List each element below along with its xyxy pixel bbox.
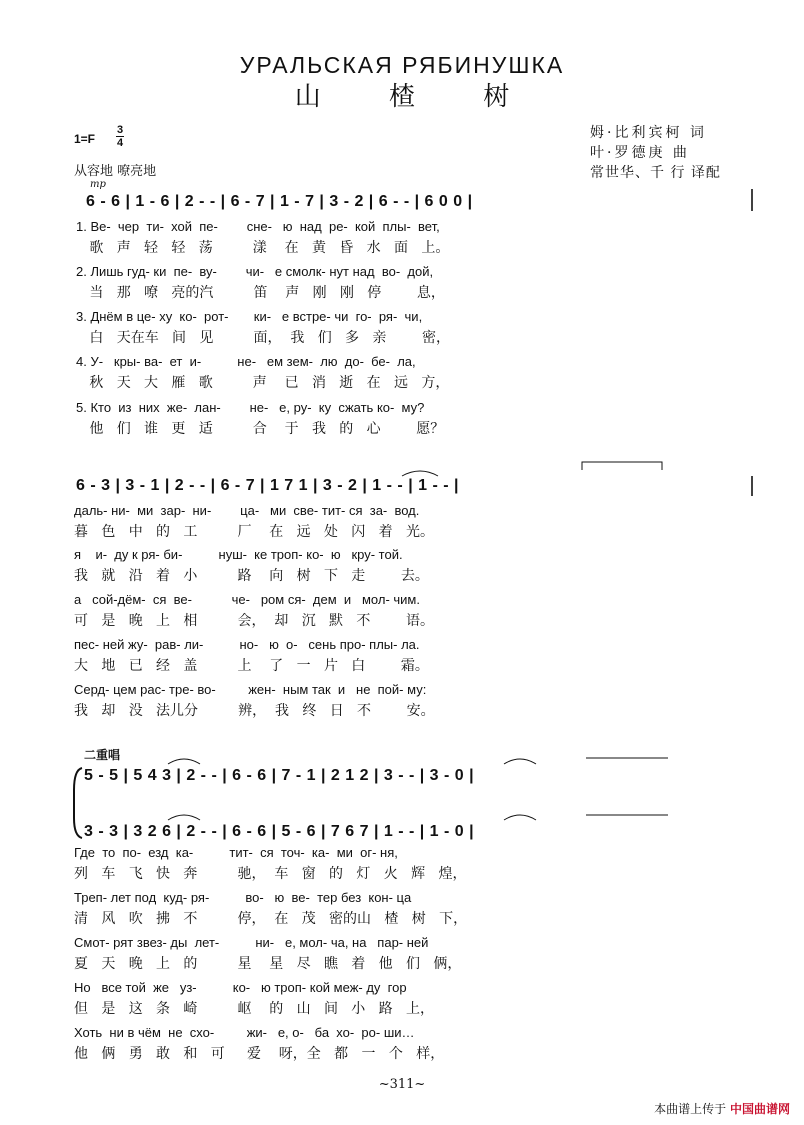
lyric-cn-3-3: 夏 天 晚 上 的 星 星 尽 瞧 着 他 们 俩， (74, 956, 462, 972)
lyric-cn-2-5: 我 却 没 法儿分 辨， 我 终 日 不 安。 (74, 703, 435, 719)
lyric-ru-2-5: Серд- цем рас- тре- во- жен- ным так и не пой- му: (74, 682, 427, 697)
lyric-ru-3-5: Хоть ни в чём не схо- жи- е, о- ба хо- ро- ши… (74, 1025, 415, 1040)
time-signature-top: 3 (116, 124, 124, 136)
notes-lower: 3 - 3 | 3 2 6 | 2 - - | 6 - 6 | 5 - 6 | 7 6 7 | 1 - - | 1 - 0 | (84, 823, 475, 840)
lyric-ru-2-3: а сой-дём- ся ве- че- ром ся- дем и мол- чим. (74, 592, 420, 607)
tempo-marking: 从容地 嘹亮地 (74, 164, 157, 179)
lyric-cn-3-5: 他 俩 勇 敢 和 可 爱 呀，全 都 一 个 样， (74, 1046, 445, 1062)
lyric-cn-1-4: 秋 天 大 雁 歌 声 已 消 逝 在 远 方， (76, 375, 450, 391)
key-signature: 1=F (74, 132, 96, 146)
duet-label: 二重唱 (84, 748, 121, 762)
slur-4 (504, 759, 536, 764)
lyric-ru-1-3: 3. Днём в це- ху ко- рот- ки- е встре- чи го- ря- чи, (76, 309, 423, 324)
credit-translator: 常世华、千 行 译配 (590, 165, 721, 181)
slur-5 (504, 815, 536, 820)
lyric-cn-3-4: 但 是 这 条 崎 岖 的 山 间 小 路 上， (74, 1001, 435, 1017)
footer-watermark (654, 1100, 790, 1117)
time-signature-bottom: 4 (116, 137, 124, 149)
title-chinese: 山 楂 树 (294, 82, 540, 112)
lyric-ru-3-3: Смот- рят звез- ды лет- ни- е, мол- ча, на пар- ней (74, 935, 429, 950)
system-brace (74, 768, 82, 838)
footer-prefix: 本曲谱上传于 (654, 1102, 727, 1116)
lyric-cn-1-2: 当 那 嘹 亮的汽 笛 声 刚 刚 停 息， (76, 285, 445, 301)
footer-brand: 中国曲谱网 (729, 1102, 790, 1116)
lyric-cn-2-1: 暮 色 中 的 工 厂 在 远 处 闪 着 光。 (74, 524, 435, 540)
lyric-ru-3-2: Треп- лет под куд- ря- во- ю ве- тер без кон- ца (74, 890, 412, 905)
lyric-cn-2-4: 大 地 已 经 盖 上 了 一 片 白 霜。 (74, 658, 429, 674)
page-number: ~311~ (378, 1077, 426, 1092)
title-russian: УРАЛЬСКАЯ РЯБИНУШКА (239, 52, 565, 78)
lyric-ru-1-1: 1. Ве- чер ти- хой пе- сне- ю над ре- кой плы- вет, (76, 219, 440, 234)
lyric-ru-1-4: 4. У- кры- ва- ет и- не- ем зем- лю до- бе- ла, (76, 354, 416, 369)
lyric-ru-1-5: 5. Кто из них же- лан- не- е, ру- ку сжать ко- му? (76, 400, 425, 415)
notes-upper: 5 - 5 | 5 4 3 | 2 - - | 6 - 6 | 7 - 1 | 2 1 2 | 3 - - | 3 - 0 | (84, 767, 475, 784)
notes-line-2: 6 - 3 | 3 - 1 | 2 - - | 6 - 7 | 1 7 1 | 3 - 2 | 1 - - | 1 - - | (76, 477, 459, 494)
dynamic-marking: mp (90, 179, 106, 190)
lyric-ru-2-4: пес- ней жу- рав- ли- но- ю о- сень про- плы- ла. (74, 637, 420, 652)
lyric-cn-1-1: 歌 声 轻 轻 荡 漾 在 黄 昏 水 面 上。 (76, 240, 450, 256)
tie-1 (582, 462, 662, 470)
lyric-ru-1-2: 2. Лишь гуд- ки пе- ву- чи- е смолк- нут над во- дой, (76, 264, 434, 279)
lyric-cn-3-2: 清 风 吹 拂 不 停， 在 茂 密的山 楂 树 下， (74, 911, 468, 927)
lyric-cn-3-1: 列 车 飞 快 奔 驰， 车 窗 的 灯 火 辉 煌， (74, 866, 467, 882)
notes-line-1: 6 - 6 | 1 - 6 | 2 - - | 6 - 7 | 1 - 7 | 3 - 2 | 6 - - | 6 0 0 | (86, 193, 473, 210)
lyric-ru-2-2: я и- ду к ря- би- нуш- ке троп- ко- ю кру- той. (74, 547, 403, 562)
slur-1 (402, 471, 438, 476)
lyric-cn-2-2: 我 就 沿 着 小 路 向 树 下 走 去。 (74, 568, 429, 584)
slur-3 (168, 815, 200, 820)
lyric-cn-1-5: 他 们 谁 更 适 合 于 我 的 心 愿？ (76, 421, 445, 437)
lyric-ru-2-1: даль- ни- ми зар- ни- ца- ми све- тит- ся за- вод. (74, 503, 420, 518)
lyric-ru-3-1: Где то по- езд ка- тит- ся точ- ка- ми ог- ня, (74, 845, 398, 860)
lyric-cn-2-3: 可 是 晚 上 相 会， 却 沉 默 不 语。 (74, 613, 435, 629)
lyric-ru-3-4: Но все той же уз- ко- ю троп- кой меж- ду гор (74, 980, 407, 995)
lyric-cn-1-3: 白 天在车 间 见 面， 我 们 多 亲 密， (76, 330, 451, 346)
slur-2 (168, 759, 200, 764)
credit-lyricist: 姆·比利宾柯 词 (590, 125, 707, 141)
credit-composer: 叶·罗德庚 曲 (590, 145, 690, 161)
